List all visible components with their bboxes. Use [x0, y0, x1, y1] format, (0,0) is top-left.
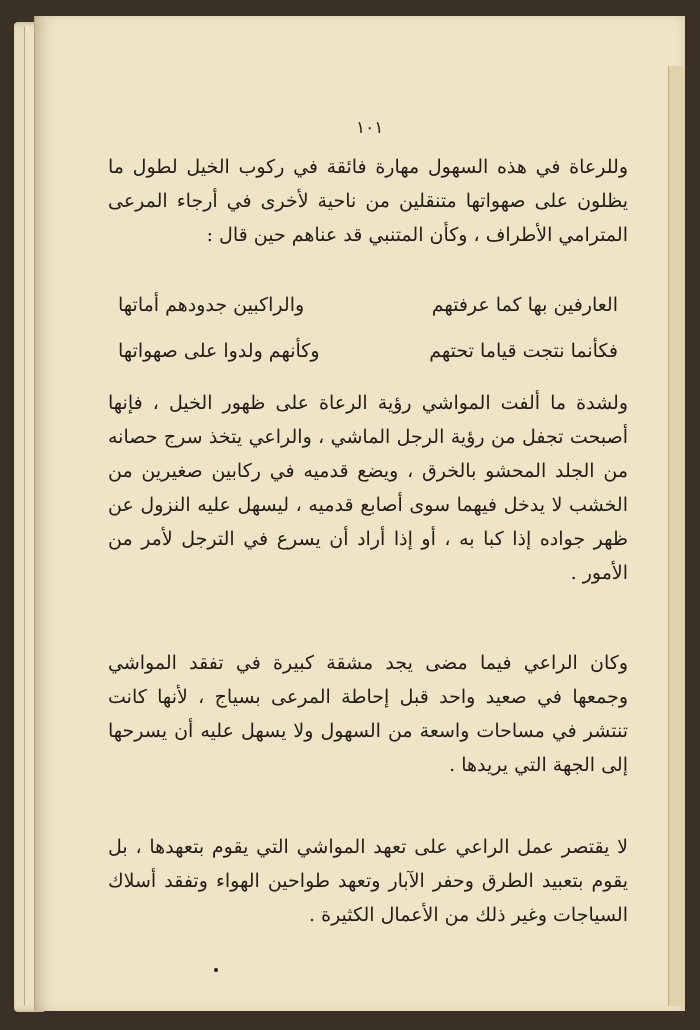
paragraph-3: وكان الراعي فيما مضى يجد مشقة كبيرة في تفقد المواشي وجمعها في صعيد واحد قبل إحاطة المرعى بسياج ، لأنها كانت تنتشر في مساحات واسعة من السهول ولا يسهل عليه أن يسرحها إلى الجهة التي يريدها .: [108, 652, 628, 776]
verse-2-second-hemistich: وكأنهم ولدوا على صهواتها: [118, 340, 320, 362]
verse-1-first-hemistich: العارفين بها كما عرفتهم: [431, 294, 618, 316]
verse-line-1: [118, 288, 618, 322]
ink-speck: [214, 968, 218, 972]
verse-1-second-hemistich: والراكبين جدودهم أماتها: [118, 294, 305, 316]
facing-page-edge: [668, 66, 685, 1006]
page-number: ١٠١: [356, 118, 384, 138]
verse-line-2: [118, 334, 618, 368]
paragraph-2: ولشدة ما ألفت المواشي رؤية الرعاة على ظهور الخيل ، فإنها أصبحت تجفل من رؤية الرجل الماشي ، والراعي يتخذ سرج حصانه من الجلد المحشو بالخرق ، ويضع قدميه في ركابين صغيرين من الخشب لا يدخل فيهما سوى أصابع قدميه ، ليسهل عليه النزول عن ظهر جواده إذا كبا به ، أو إذا أراد أن يسرع في الترجل لأمر من الأمور .: [108, 392, 628, 584]
paragraph-1: وللرعاة في هذه السهول مهارة فائقة في ركوب الخيل لطول ما يظلون على صهواتها متنقلين من ناحية لأخرى في أرجاء المرعى المترامي الأطراف ، وكأن المتنبي قد عناهم حين قال :: [108, 156, 628, 246]
verse-2-first-hemistich: فكأنما نتجت قياما تحتهم: [429, 340, 618, 362]
paragraph-4: لا يقتصر عمل الراعي على تعهد المواشي التي يقوم بتعهدها ، بل يقوم بتعبيد الطرق وحفر الآبار وتعهد طواحين الهواء وتفقد أسلاك السياجات وغير ذلك من الأعمال الكثيرة .: [108, 836, 628, 926]
